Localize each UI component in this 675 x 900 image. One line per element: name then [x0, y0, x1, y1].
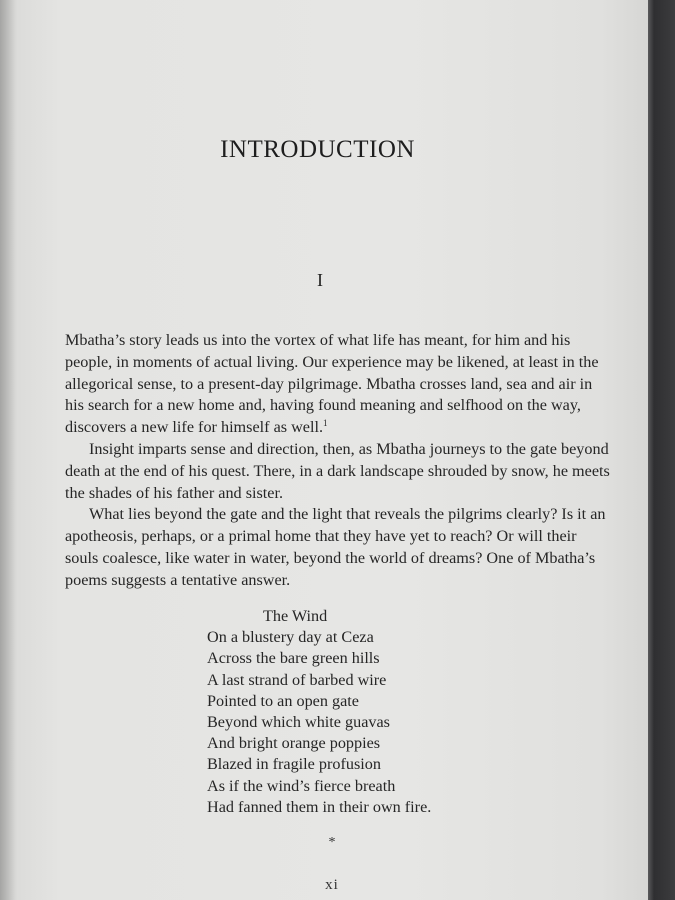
poem-line: Had fanned them in their own fire. — [207, 797, 432, 816]
page-number: xi — [325, 877, 339, 893]
chapter-title: INTRODUCTION — [220, 136, 415, 163]
poem-line: And bright orange poppies — [207, 734, 381, 753]
poem-line: Blazed in fragile profusion — [207, 755, 381, 774]
poem-line: On a blustery day at Ceza — [207, 628, 374, 647]
poem-line: Beyond which white guavas — [207, 713, 390, 732]
poem-title: The Wind — [263, 607, 328, 625]
body-text — [65, 330, 613, 592]
paragraph-1-text: Mbatha’s story leads us into the vortex of what life has meant, for him and his people, in moments of actual living. Our experience may be likened, at least in the allegorical sense, to a present-day pilgrimage. Mbatha crosses land, sea and air in his search for a new home and, having found meaning and selfhood on the way, discovers a new life for himself as well. — [65, 331, 599, 437]
paragraph-2: Insight imparts sense and direction, then, as Mbatha journeys to the gate beyond death at the end of his quest. There, in a dark landscape shrouded by snow, he meets the shades of his father and sister. — [65, 439, 610, 502]
poem-line: As if the wind’s fierce breath — [207, 776, 396, 795]
footnote-reference: 1 — [323, 418, 328, 429]
poem-line: Across the bare green hills — [207, 649, 380, 668]
book-edge — [648, 0, 675, 900]
poem-line: A last strand of barbed wire — [207, 670, 387, 689]
paragraph-1 — [65, 330, 613, 439]
section-number: I — [317, 270, 323, 290]
spine-shadow — [0, 0, 16, 900]
section-break: * — [328, 835, 336, 850]
poem — [207, 606, 431, 818]
paragraph-3: What lies beyond the gate and the light that reveals the pilgrims clearly? Is it an apotheosis, perhaps, or a primal home that they have yet to reach? Or will their souls coalesce, like water in water, beyond the world of dreams? One of Mbatha’s poems suggests a tentative answer. — [65, 505, 606, 589]
poem-line: Pointed to an open gate — [207, 691, 359, 710]
